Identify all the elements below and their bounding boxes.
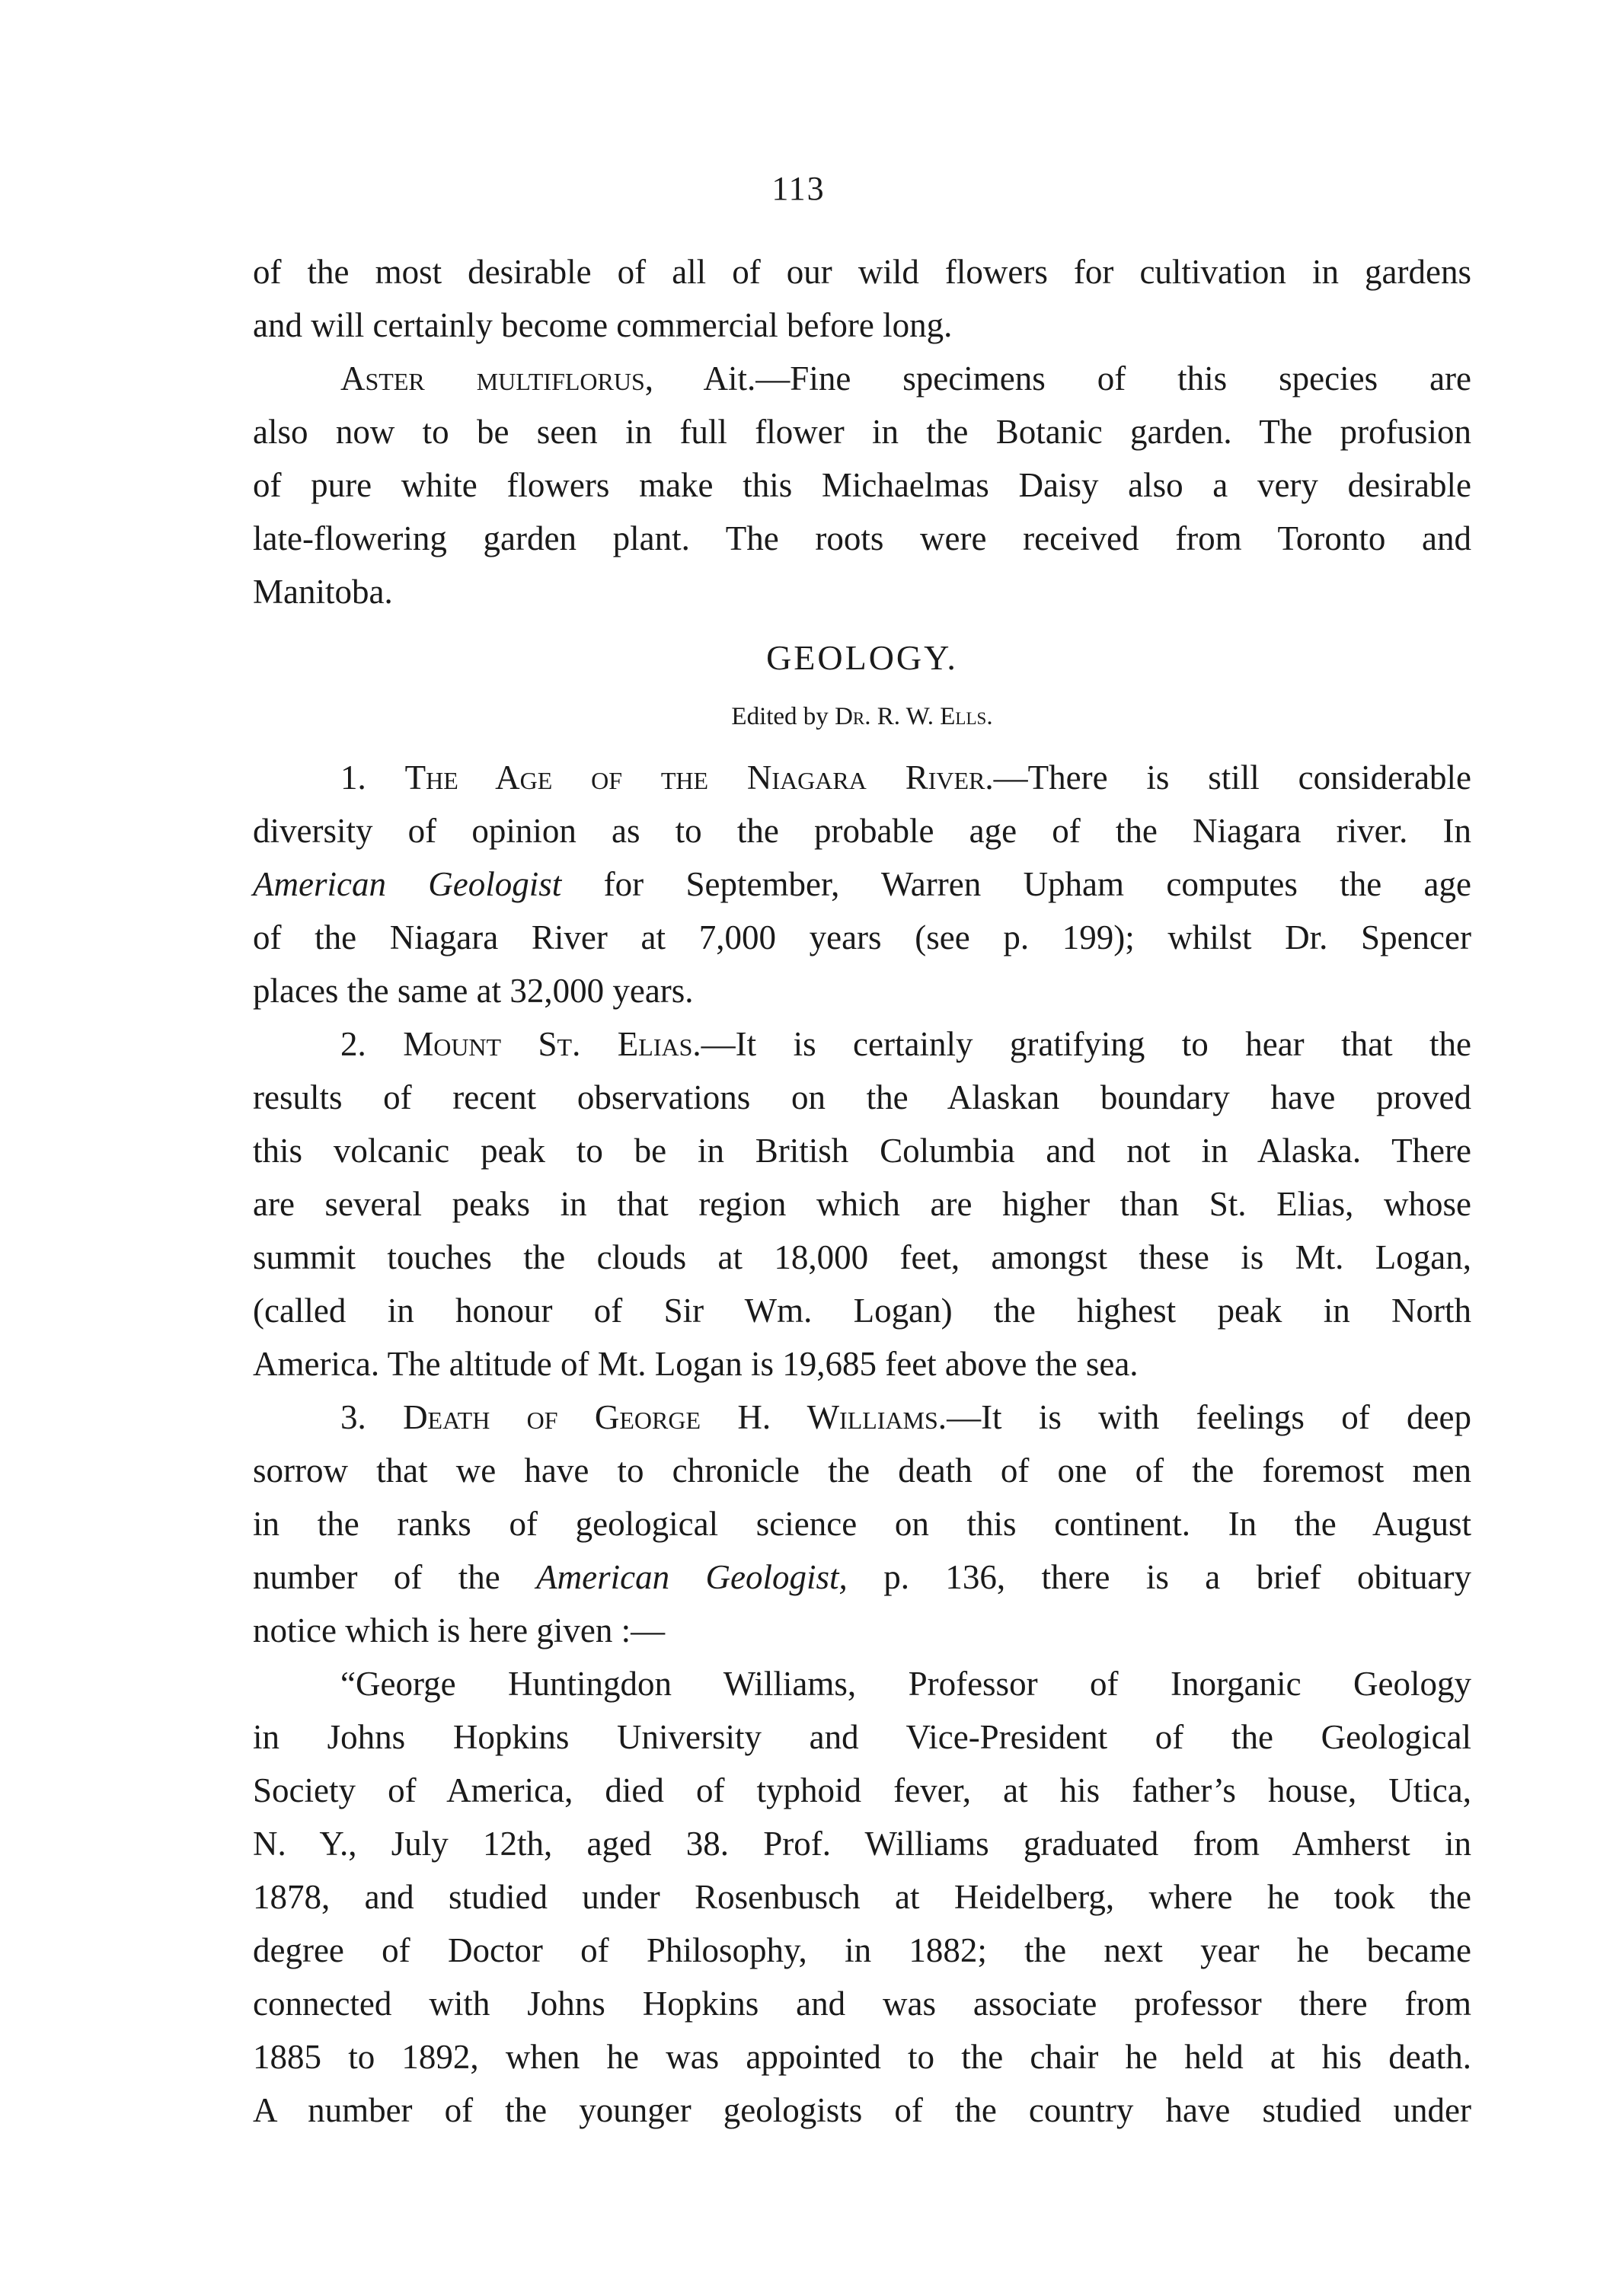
text-line: sorrow that we have to chronicle the death of one of the foremost men xyxy=(253,1451,1471,1490)
text-line xyxy=(253,857,1471,911)
text-line: late-flowering garden plant. The roots were received from Toronto and xyxy=(253,519,1471,557)
obituary-quotation xyxy=(253,1657,1471,2137)
journal-title: American Geologist, xyxy=(536,1558,848,1596)
text-line: Society of America, died of typhoid fever, at his father’s house, Utica, xyxy=(253,1771,1471,1809)
item-title: Mount St. Elias. xyxy=(403,1025,701,1063)
item-number: 1. xyxy=(340,758,405,797)
item-mount-st-elias xyxy=(253,1017,1471,1391)
text-line: of the Niagara River at 7,000 years (see p. 199); whilst Dr. Spencer xyxy=(253,918,1471,956)
text-line: summit touches the clouds at 18,000 feet, amongst these is Mt. Logan, xyxy=(253,1238,1471,1276)
species-name: Aster multiflorus, xyxy=(340,359,654,398)
text-line xyxy=(253,751,1471,804)
journal-title: American Geologist xyxy=(253,865,562,903)
text-line: A number of the younger geologists of the country have studied under xyxy=(253,2091,1471,2129)
paragraph-aster-multiflorus xyxy=(253,352,1471,618)
text-line: “George Huntingdon Williams, Professor of Inorganic Geology xyxy=(340,1665,1471,1703)
text-line: of pure white flowers make this Michaelmas Daisy also a very desirable xyxy=(253,466,1471,504)
page-number: 113 xyxy=(771,170,826,207)
text-line: in the ranks of geological science on this continent. In the August xyxy=(253,1505,1471,1543)
item-number: 3. xyxy=(340,1398,404,1436)
text-line: (called in honour of Sir Wm. Logan) the highest peak in North xyxy=(253,1292,1471,1330)
text-run: Ait.—Fine specimens of this species are xyxy=(653,359,1472,398)
text-line: notice which is here given :— xyxy=(253,1611,666,1649)
text-line: this volcanic peak to be in British Columbia and not in Alaska. There xyxy=(253,1132,1471,1170)
text-line: America. The altitude of Mt. Logan is 19,685 feet above the sea. xyxy=(253,1345,1139,1383)
text-run: —It is certainly gratifying to hear that the xyxy=(701,1025,1472,1063)
text-line: results of recent observations on the Alaskan boundary have proved xyxy=(253,1078,1471,1116)
text-line: 1885 to 1892, when he was appointed to the chair he held at his death. xyxy=(253,2038,1471,2076)
text-run: p. 136, there is a brief obituary xyxy=(847,1558,1472,1596)
text-line: N. Y., July 12th, aged 38. Prof. Williams graduated from Amherst in xyxy=(253,1825,1471,1863)
text-run: for September, Warren Upham computes the age xyxy=(561,865,1471,903)
text-line xyxy=(253,1550,1471,1604)
text-line: and will certainly become commercial before long. xyxy=(253,306,953,344)
editor-prefix: Edited by xyxy=(731,703,835,730)
text-line: in Johns Hopkins University and Vice-President of the Geological xyxy=(253,1718,1471,1756)
page-body xyxy=(253,245,1471,2137)
item-number: 2. xyxy=(340,1025,404,1063)
editor-name: Dr. R. W. Ells. xyxy=(835,703,993,730)
item-title: Death of George H. Williams. xyxy=(403,1398,947,1436)
text-line: are several peaks in that region which are higher than St. Elias, whose xyxy=(253,1185,1471,1223)
text-run: number of the xyxy=(253,1558,537,1596)
text-line: Manitoba. xyxy=(253,573,393,611)
item-title: The Age of the Niagara River. xyxy=(404,758,994,797)
section-editor xyxy=(253,691,1471,742)
text-line: degree of Doctor of Philosophy, in 1882; the next year he became xyxy=(253,1931,1471,1969)
section-heading: GEOLOGY. xyxy=(766,638,958,677)
text-run: —There is still considerable xyxy=(993,758,1472,797)
text-run: —It is with feelings of deep xyxy=(947,1398,1472,1436)
text-line: of the most desirable of all of our wild flowers for cultivation in gardens xyxy=(253,253,1471,291)
text-line xyxy=(253,352,1471,405)
item-death-of-williams xyxy=(253,1391,1471,1657)
text-line: connected with Johns Hopkins and was associate professor there from xyxy=(253,1985,1471,2023)
paragraph-continuation xyxy=(253,245,1471,352)
text-line: 1878, and studied under Rosenbusch at Heidelberg, where he took the xyxy=(253,1878,1471,1916)
text-line: places the same at 32,000 years. xyxy=(253,972,694,1010)
text-line xyxy=(253,1017,1471,1071)
text-line: also now to be seen in full flower in the Botanic garden. The profusion xyxy=(253,413,1471,451)
text-line: diversity of opinion as to the probable age of the Niagara river. In xyxy=(253,812,1471,850)
item-niagara-river xyxy=(253,751,1471,1017)
text-line xyxy=(253,1391,1471,1444)
